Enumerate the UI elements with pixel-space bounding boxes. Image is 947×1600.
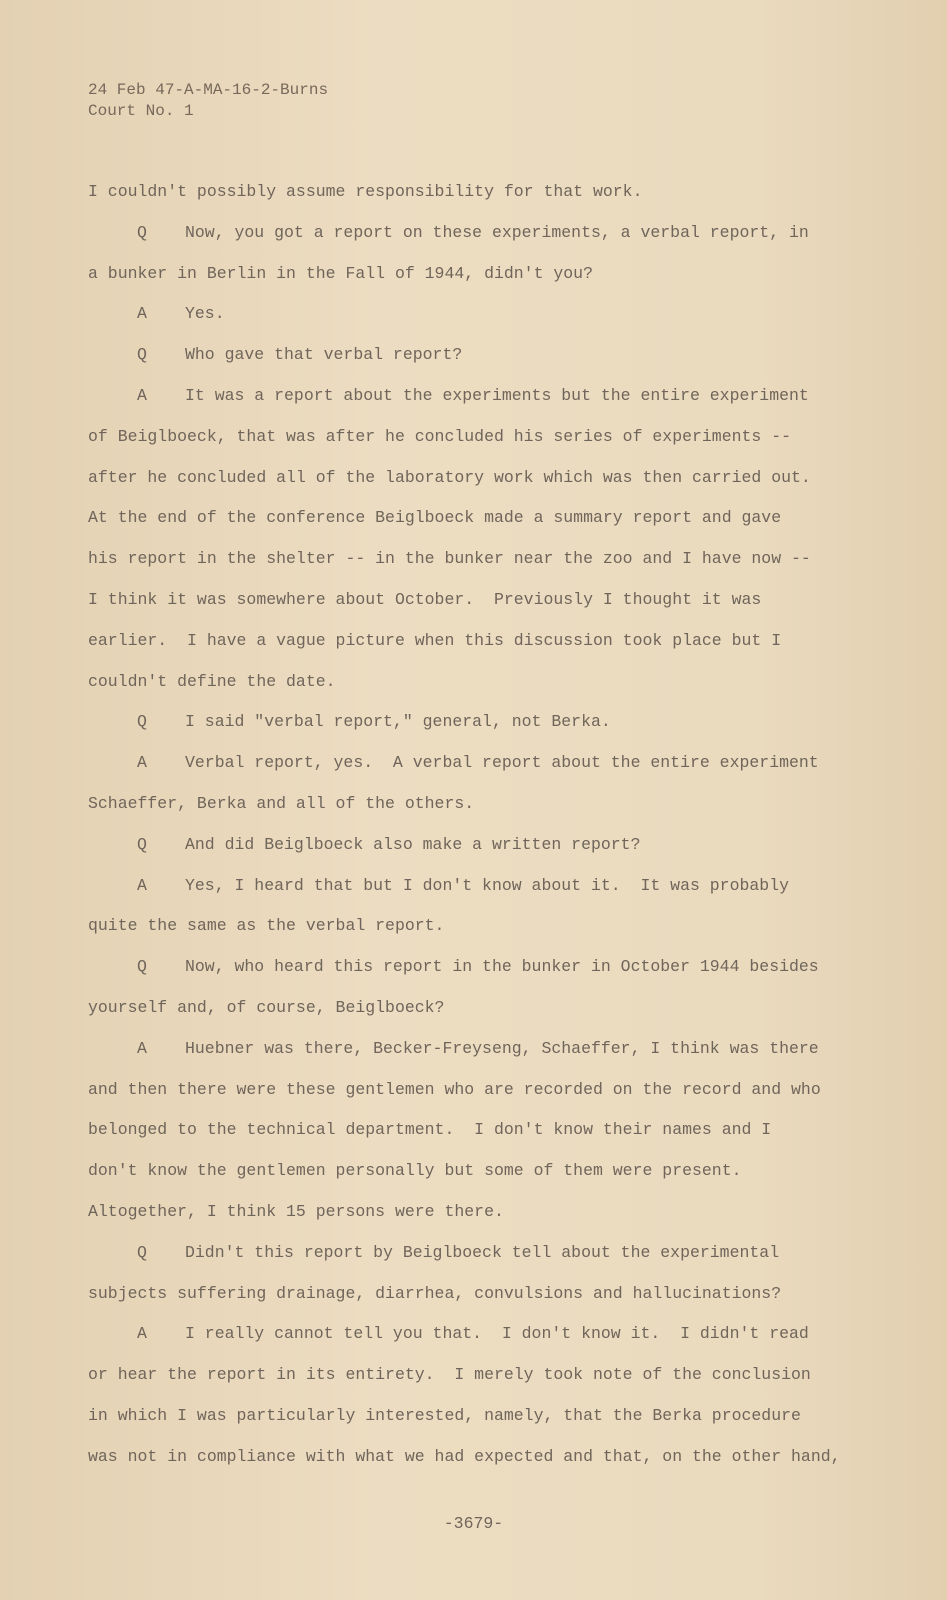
transcript-line [88,1198,868,1239]
line-text: Now, who heard this report in the bunker in October 1944 besides [185,957,819,977]
transcript-line [88,219,868,260]
transcript-line [88,912,868,953]
speaker-label: A [137,753,147,773]
line-text: his report in the shelter -- in the bunker near the zoo and I have now -- [88,549,811,569]
transcript-line [88,790,868,831]
line-text: Didn't this report by Beiglboeck tell about the experimental [185,1242,780,1262]
line-text: in which I was particularly interested, namely, that the Berka procedure [88,1405,801,1425]
transcript-line [88,872,868,913]
line-text: Altogether, I think 15 persons were there. [88,1201,504,1221]
header-line-2: Court No. 1 [88,102,194,120]
transcript-line [88,708,868,749]
line-text: I couldn't possibly assume responsibility for that work. [88,182,643,201]
transcript-line [88,341,868,382]
speaker-label: A [137,304,147,324]
transcript-line [88,178,868,219]
line-text: belonged to the technical department. I don't know their names and I [88,1120,772,1140]
transcript-line [88,464,868,505]
speaker-label: Q [137,834,147,854]
transcript-body [88,178,868,1484]
line-text: a bunker in Berlin in the Fall of 1944, didn't you? [88,263,593,283]
line-text: Who gave that verbal report? [185,345,463,365]
speaker-label: Q [137,345,147,365]
transcript-line [88,1361,868,1402]
line-text: I really cannot tell you that. I don't know it. I didn't read [185,1324,809,1344]
transcript-line [88,627,868,668]
line-text: subjects suffering drainage, diarrhea, convulsions and hallucinations? [88,1283,782,1303]
speaker-label: A [137,385,147,405]
line-text: of Beiglboeck, that was after he concluded his series of experiments -- [88,426,792,446]
line-text: after he concluded all of the laboratory work which was then carried out. [88,467,811,487]
line-text: and then there were these gentlemen who are recorded on the record and who [88,1079,821,1099]
transcript-line [88,1035,868,1076]
line-text: quite the same as the verbal report. [88,916,445,936]
line-text: Yes. [185,304,225,324]
speaker-label: Q [137,222,147,242]
transcript-line [88,1443,868,1484]
line-text: couldn't define the date. [88,671,336,691]
transcript-line [88,545,868,586]
line-text: I said "verbal report," general, not Berka. [185,712,611,732]
transcript-line [88,504,868,545]
line-text: And did Beiglboeck also make a written report? [185,834,641,854]
transcript-line [88,300,868,341]
line-text: Verbal report, yes. A verbal report about the entire experiment [185,753,819,773]
header-line-1: 24 Feb 47-A-MA-16-2-Burns [88,81,329,99]
transcript-line [88,1280,868,1321]
line-text: I think it was somewhere about October. Previously I thought it was [88,589,762,609]
speaker-label: A [137,1038,147,1058]
transcript-line [88,423,868,464]
line-text: was not in compliance with what we had expected and that, on the other hand, [88,1446,841,1466]
line-text: earlier. I have a vague picture when this discussion took place but I [88,630,782,650]
transcript-line [88,1239,868,1280]
transcript-line [88,382,868,423]
transcript-line [88,1076,868,1117]
speaker-label: Q [137,957,147,977]
line-text: Now, you got a report on these experiments, a verbal report, in [185,222,809,242]
transcript-line [88,994,868,1035]
line-text: It was a report about the experiments but the entire experiment [185,385,809,405]
transcript-line [88,1116,868,1157]
line-text: At the end of the conference Beiglboeck made a summary report and gave [88,508,782,528]
speaker-label: Q [137,1242,147,1262]
transcript-line [88,668,868,709]
transcript-line [88,749,868,790]
transcript-line [88,1320,868,1361]
transcript-line [88,260,868,301]
line-text: Schaeffer, Berka and all of the others. [88,793,475,813]
speaker-label: A [137,1324,147,1344]
line-text: Huebner was there, Becker-Freyseng, Schaeffer, I think was there [185,1038,819,1058]
transcript-line [88,586,868,627]
transcript-line [88,831,868,872]
line-text: Yes, I heard that but I don't know about it. It was probably [185,875,789,895]
speaker-label: Q [137,712,147,732]
speaker-label: A [137,875,147,895]
line-text: don't know the gentlemen personally but some of them were present. [88,1161,742,1181]
page-number: -3679- [443,1514,504,1533]
line-text: or hear the report in its entirety. I merely took note of the conclusion [88,1365,811,1385]
transcript-line [88,1157,868,1198]
transcript-line [88,953,868,994]
line-text: yourself and, of course, Beiglboeck? [88,997,445,1017]
transcript-line [88,1402,868,1443]
